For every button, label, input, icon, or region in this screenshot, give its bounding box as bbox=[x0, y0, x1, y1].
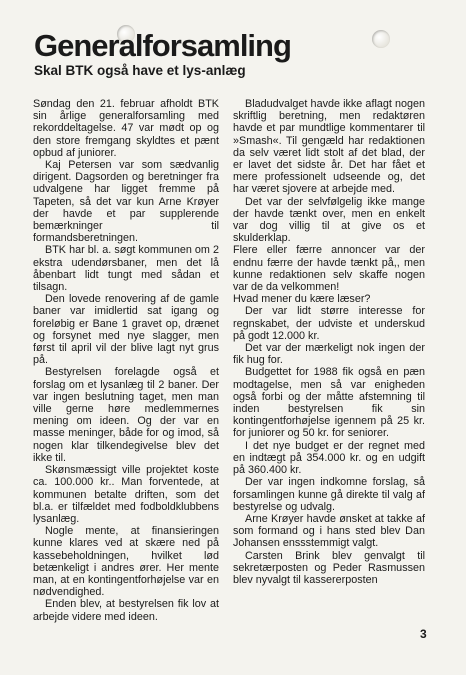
page-number: 3 bbox=[420, 627, 427, 641]
paragraph: Kaj Petersen var som sædvanlig dirigent. Dagsorden og beretninger fra udvalgene har ligget fremme på Tapeten, så det var kun Arne Krøyer der havde et par supplerende bemærkninger til formandsberetningen. bbox=[33, 159, 219, 245]
paragraph: Bestyrelsen forelagde også et forslag om et lysanlæg til 2 baner. Der var ingen beslutning taget, men man ville gerne høre medlemmernes mening om ideen. Og der var en masse meninger, både for og imod, så nogen klar tilkendegivelse blev det ikke til. bbox=[33, 366, 219, 464]
paragraph: Søndag den 21. februar afholdt BTK sin årlige generalforsamling med rekorddeltagelse. 47 var mødt op og den store fremgang skyldtes et pænt opbud af juniorer. bbox=[33, 98, 219, 159]
paragraph: Flere eller færre annoncer var der endnu færre der havde tænkt på,, men kunne redaktionen selv skaffe nogen var de da velkommen! bbox=[233, 244, 425, 294]
paragraph: Nogle mente, at finansieringen kunne klares ved at skære ned på kassebeholdningen, hvilket lød betænkeligt i andres ører. Her mente man, at en kontingentforhøjelse var en nødvendighed. bbox=[33, 525, 219, 599]
paragraph: Bladudvalget havde ikke aflagt nogen skriftlig beretning, men redaktøren havde et par mundtlige kommentarer til »Smash«. Til gengæld har redaktionen da selv været lidt stolt af det blad, der er lavet det sidste år. Det har fået et mere professionelt udseende og, det har været sjovere at arbejde med. bbox=[233, 98, 425, 196]
headline: Generalforsamling bbox=[34, 28, 291, 63]
paragraph: Arne Krøyer havde ønsket at takke af som formand og i hans sted blev Dan Johansen enssstemmigt valgt. bbox=[233, 512, 425, 550]
paragraph: Der var ingen indkomne forslag, så forsamlingen kunne gå direkte til valg af bestyrelse og udvalg. bbox=[233, 476, 425, 513]
paragraph: BTK har bl. a. søgt kommunen om 2 ekstra udendørsbaner, men det lå åbenbart lidt tungt med sådan et tilsagn. bbox=[33, 244, 219, 294]
paragraph: Enden blev, at bestyrelsen fik lov at arbejde videre med ideen. bbox=[33, 598, 219, 623]
paragraph: I det nye budget er der regnet med en indtægt på 354.000 kr. og en udgift på 360.400 kr. bbox=[233, 439, 425, 477]
paragraph: Skønsmæssigt ville projektet koste ca. 100.000 kr.. Man forventede, at kommunen betalte driften, som det bl.a. er tilfældet med fodboldklubbens lysanlæg. bbox=[33, 464, 219, 525]
paragraph: Budgettet for 1988 fik også en pæn modtagelse, men så var enigheden også forbi og der måtte afstemning til inden bestyrelsen fik sin kontingentforhøjelse igennem på 25 kr. for juniorer og 50 kr. for seniorer. bbox=[233, 366, 425, 440]
paragraph: Det var der selvfølgelig ikke mange der havde tænkt over, men en enkelt var dog villig til at give os et skulderklap. bbox=[233, 195, 425, 245]
paragraph: Hvad mener du kære læser? bbox=[233, 293, 371, 306]
paragraph: Den lovede renovering af de gamle baner var imidlertid sat igang og foreløbig er Bane 1 gravet op, drænet og forsynet med nye slagger, men først til april vil der blive lagt nyt grus på. bbox=[33, 293, 219, 367]
subtitle: Skal BTK også have et lys-anlæg bbox=[34, 63, 246, 78]
paragraph: Carsten Brink blev genvalgt til sekretærposten og Peder Rasmussen blev nyvalgt til kassererposten bbox=[233, 549, 425, 586]
punch-hole-right bbox=[372, 30, 390, 48]
right-column bbox=[233, 98, 425, 586]
paragraph: Der var lidt større interesse for regnskabet, der udviste et underskud på godt 12.000 kr. bbox=[233, 305, 425, 342]
left-column bbox=[33, 98, 219, 623]
paragraph: Det var der mærkeligt nok ingen der fik hug for. bbox=[233, 342, 425, 367]
